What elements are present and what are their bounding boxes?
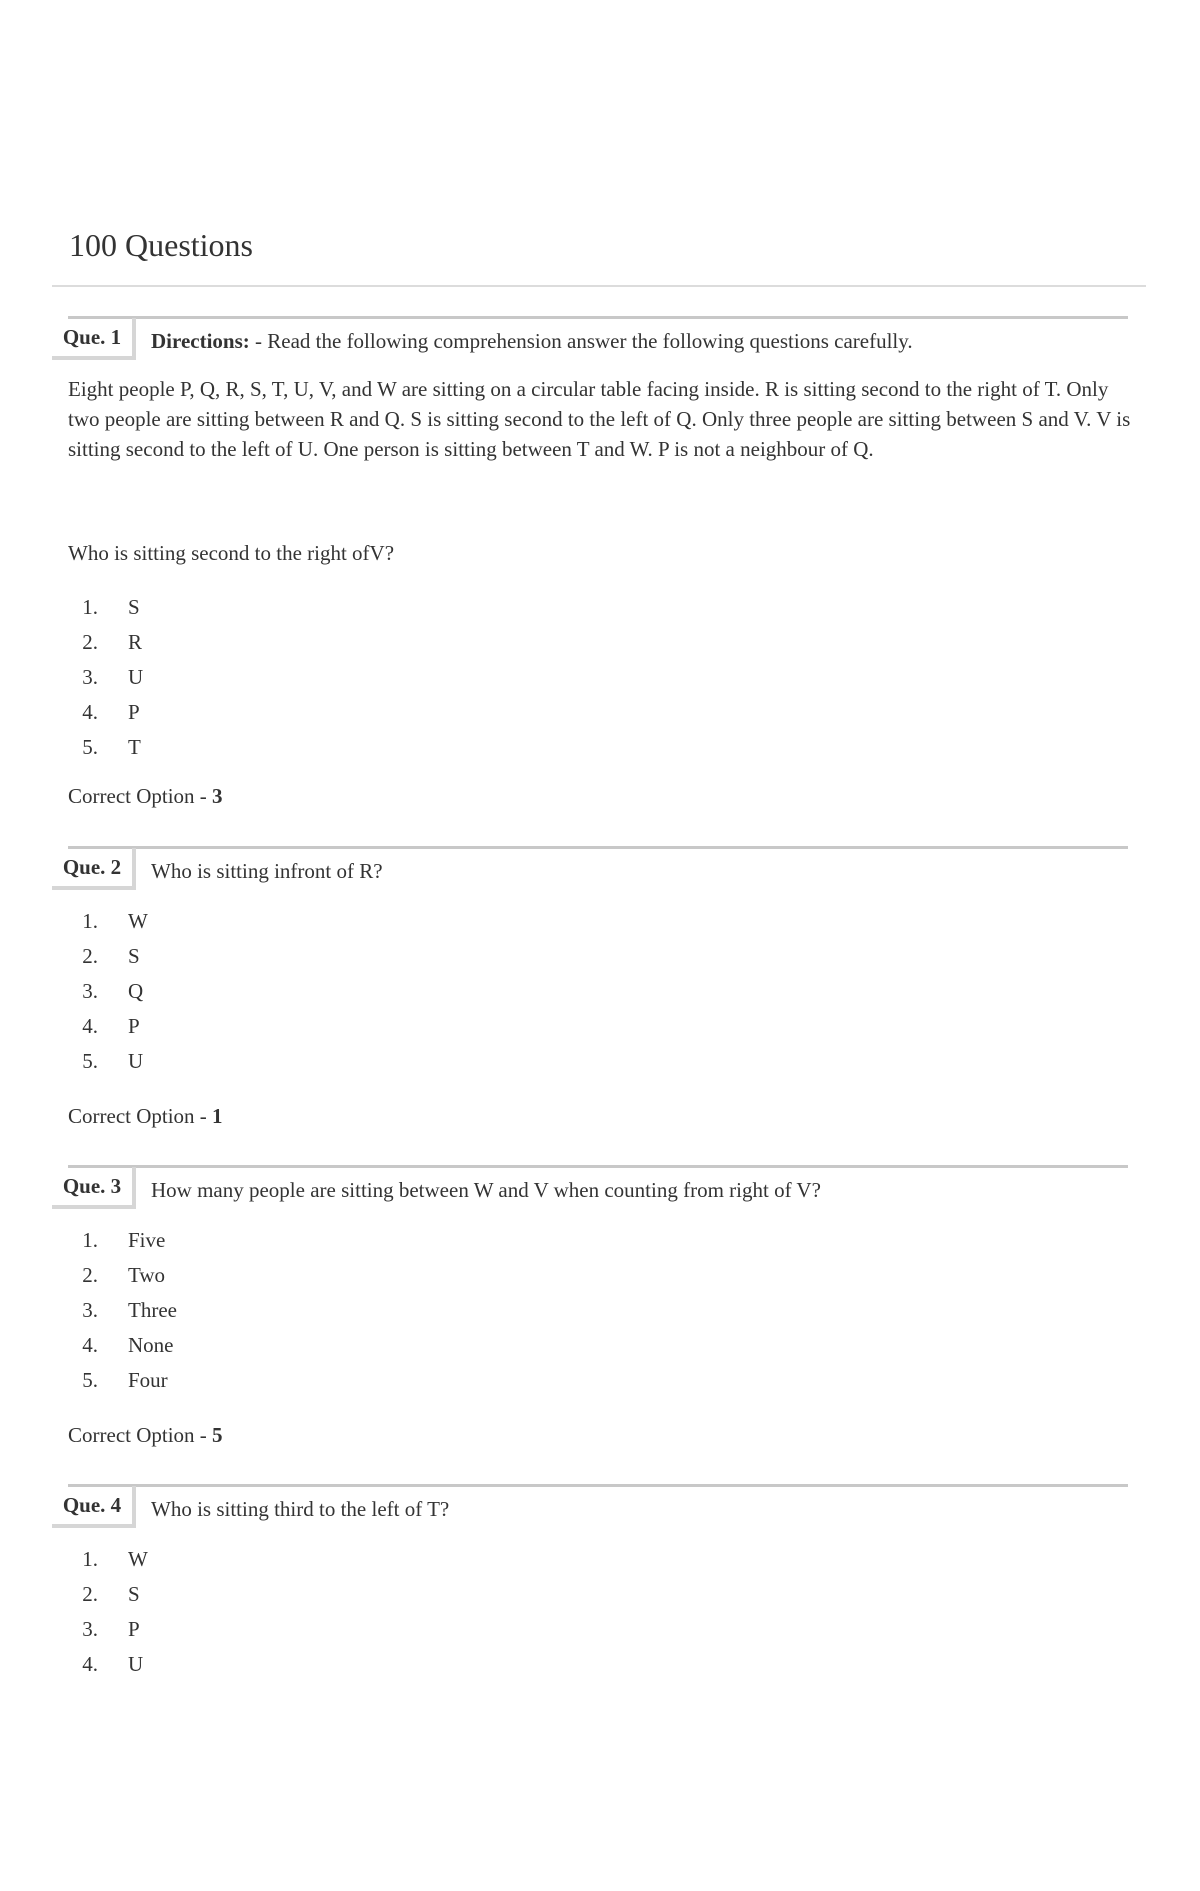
options-list: [68, 904, 148, 1079]
directions-text: - Read the following comprehension answer the following questions carefully.: [249, 329, 913, 353]
option-item: [68, 1258, 177, 1293]
question-text: Who is sitting third to the left of T?: [151, 1497, 450, 1521]
option-text: S: [128, 595, 140, 619]
question-text: Who is sitting second to the right ofV?: [68, 541, 395, 565]
option-item: [68, 730, 143, 765]
option-text: Two: [128, 1263, 166, 1287]
question-divider: [68, 846, 1128, 849]
option-item: [68, 904, 148, 939]
option-number: 1.: [82, 909, 98, 933]
option-text: P: [128, 1617, 140, 1641]
option-number: 2.: [82, 944, 98, 968]
question-number-tag: Que. 3: [52, 1167, 136, 1209]
option-text: R: [128, 630, 143, 654]
option-text: Five: [128, 1228, 166, 1252]
question-text: Who is sitting infront of R?: [151, 859, 383, 883]
options-list: [68, 1223, 177, 1398]
option-number: 3.: [82, 665, 98, 689]
question-divider: [68, 1484, 1128, 1487]
option-text: U: [128, 1652, 144, 1676]
option-text: P: [128, 700, 140, 724]
option-item: [68, 1363, 177, 1398]
correct-option-value: 3: [212, 784, 223, 808]
title-divider: [52, 285, 1146, 287]
option-text: P: [128, 1014, 140, 1038]
correct-option-label: Correct Option -: [68, 784, 213, 808]
option-item: [68, 974, 148, 1009]
option-number: 4.: [82, 1333, 98, 1357]
option-text: W: [128, 909, 148, 933]
option-number: 5.: [82, 735, 98, 759]
option-number: 3.: [82, 979, 98, 1003]
correct-option-value: 5: [212, 1423, 223, 1447]
correct-option-label: Correct Option -: [68, 1104, 213, 1128]
option-number: 4.: [82, 700, 98, 724]
option-item: [68, 590, 143, 625]
option-number: 3.: [82, 1298, 98, 1322]
option-text: W: [128, 1547, 148, 1571]
option-item: [68, 695, 143, 730]
option-number: 1.: [82, 595, 98, 619]
option-number: 1.: [82, 1228, 98, 1252]
option-number: 2.: [82, 1263, 98, 1287]
option-text: Three: [128, 1298, 177, 1322]
page-title: 100 Questions: [69, 227, 253, 263]
correct-option-value: 1: [212, 1104, 223, 1128]
question-number-tag: Que. 2: [52, 848, 136, 890]
option-text: U: [128, 1049, 144, 1073]
comprehension-passage: Eight people P, Q, R, S, T, U, V, and W are sitting on a circular table facing inside. R is sitting second to the right of T. Only two people are sitting between R and Q. S is sitting second to the left of Q. Only three people are sitting between S and V. V is sitting second to the left of U. One person is sitting between T and W. P is not a neighbour of Q.: [68, 377, 1131, 461]
correct-option: [68, 1102, 223, 1130]
option-item: [68, 625, 143, 660]
option-item: [68, 1647, 148, 1682]
correct-option: [68, 782, 223, 810]
option-text: None: [128, 1333, 174, 1357]
options-list: [68, 1542, 148, 1682]
option-number: 3.: [82, 1617, 98, 1641]
option-item: [68, 939, 148, 974]
option-item: [68, 1009, 148, 1044]
option-text: Four: [128, 1368, 168, 1392]
option-number: 5.: [82, 1368, 98, 1392]
question-divider: [68, 316, 1128, 319]
correct-option-label: Correct Option -: [68, 1423, 213, 1447]
correct-option: [68, 1421, 223, 1449]
question-text: How many people are sitting between W and V when counting from right of V?: [151, 1178, 821, 1202]
option-item: [68, 660, 143, 695]
question-divider: [68, 1165, 1128, 1168]
option-text: U: [128, 665, 144, 689]
option-item: [68, 1223, 177, 1258]
options-list: [68, 590, 143, 765]
option-number: 4.: [82, 1652, 98, 1676]
option-number: 4.: [82, 1014, 98, 1038]
option-text: Q: [128, 979, 144, 1003]
option-number: 2.: [82, 1582, 98, 1606]
option-number: 5.: [82, 1049, 98, 1073]
question-number-tag: Que. 1: [52, 318, 136, 360]
option-text: S: [128, 944, 140, 968]
option-number: 2.: [82, 630, 98, 654]
option-number: 1.: [82, 1547, 98, 1571]
option-item: [68, 1612, 148, 1647]
option-text: S: [128, 1582, 140, 1606]
option-item: [68, 1044, 148, 1079]
question-number-tag: Que. 4: [52, 1486, 136, 1528]
option-item: [68, 1577, 148, 1612]
option-item: [68, 1328, 177, 1363]
option-item: [68, 1542, 148, 1577]
option-text: T: [128, 735, 141, 759]
directions: [151, 327, 913, 355]
directions-label: Directions:: [151, 329, 250, 353]
option-item: [68, 1293, 177, 1328]
